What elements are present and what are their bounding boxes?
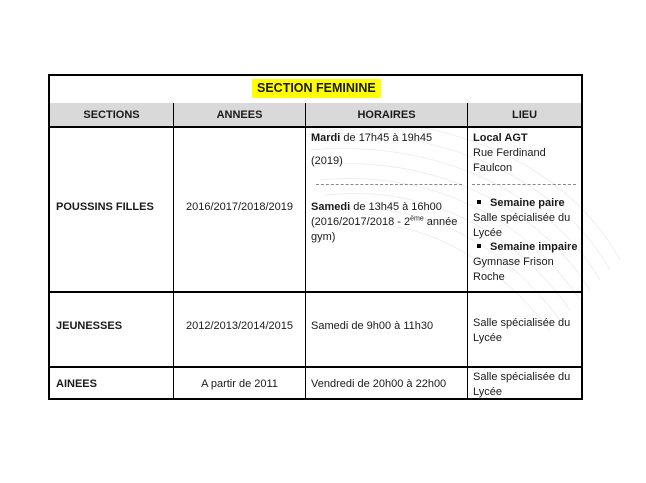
row-section-ainees: AINEES xyxy=(56,378,97,390)
bullet-icon xyxy=(477,200,481,204)
row-divider xyxy=(50,366,581,368)
row-section-jeunesses: JEUNESSES xyxy=(56,320,123,332)
bullet-label: Semaine impaire xyxy=(490,241,578,253)
lieu-semaine-impaire xyxy=(473,240,577,255)
time-range: de 13h45 à 16h00 xyxy=(350,201,442,213)
schedule-table xyxy=(48,74,583,400)
lieu-paire-line: Lycée xyxy=(473,227,502,239)
horaire-samedi-note xyxy=(311,215,457,230)
horaire-mardi-note: (2019) xyxy=(311,155,343,167)
row-section-poussins: POUSSINS FILLES xyxy=(56,201,154,213)
row-annees-ainees: A partir de 2011 xyxy=(201,378,278,390)
dashed-separator xyxy=(316,184,462,185)
horaire-samedi-note-end: gym) xyxy=(311,231,336,243)
row-annees-jeunesses: 2012/2013/2014/2015 xyxy=(185,320,294,332)
row-lieu-ainees: Salle spécialisée du xyxy=(473,371,571,383)
header-annees: ANNEES xyxy=(174,103,305,128)
bullet-label: Semaine paire xyxy=(490,197,565,209)
lieu-local-line: Faulcon xyxy=(473,162,513,174)
lieu-semaine-paire xyxy=(473,196,565,211)
row-lieu-ainees: Lycée xyxy=(473,386,502,398)
row-lieu-jeunesses: Salle spécialisée du xyxy=(473,317,571,329)
header-sections: SECTIONS xyxy=(50,103,173,128)
row-annees-poussins: 2016/2017/2018/2019 xyxy=(185,201,294,213)
table-title-row xyxy=(50,76,581,104)
table-title: SECTION FEMININE xyxy=(252,79,381,98)
note-text: année xyxy=(423,216,458,228)
note-superscript: ème xyxy=(410,215,424,223)
column-divider xyxy=(305,103,306,398)
time-range: de 17h45 à 19h45 xyxy=(340,132,433,144)
row-lieu-jeunesses: Lycée xyxy=(473,332,502,344)
horaire-samedi xyxy=(311,200,442,215)
day-label: Mardi xyxy=(311,132,341,144)
lieu-impaire-line: Gymnase Frison xyxy=(473,256,554,268)
day-label: Samedi xyxy=(311,201,351,213)
row-horaires-jeunesses: Samedi de 9h00 à 11h30 xyxy=(311,320,434,332)
row-divider xyxy=(50,291,581,293)
header-horaires: HORAIRES xyxy=(306,103,467,128)
lieu-local-title: Local AGT xyxy=(473,132,528,144)
lieu-impaire-line: Roche xyxy=(473,271,505,283)
bullet-icon xyxy=(477,244,481,248)
column-divider xyxy=(173,103,174,398)
lieu-paire-line: Salle spécialisée du xyxy=(473,212,571,224)
row-horaires-ainees: Vendredi de 20h00 à 22h00 xyxy=(311,378,447,390)
column-divider xyxy=(467,103,468,398)
header-lieu: LIEU xyxy=(468,103,581,128)
note-text: (2016/2017/2018 - 2 xyxy=(311,216,411,228)
lieu-local-line: Rue Ferdinand xyxy=(473,147,546,159)
horaire-mardi xyxy=(311,131,432,146)
dashed-separator xyxy=(472,184,576,185)
